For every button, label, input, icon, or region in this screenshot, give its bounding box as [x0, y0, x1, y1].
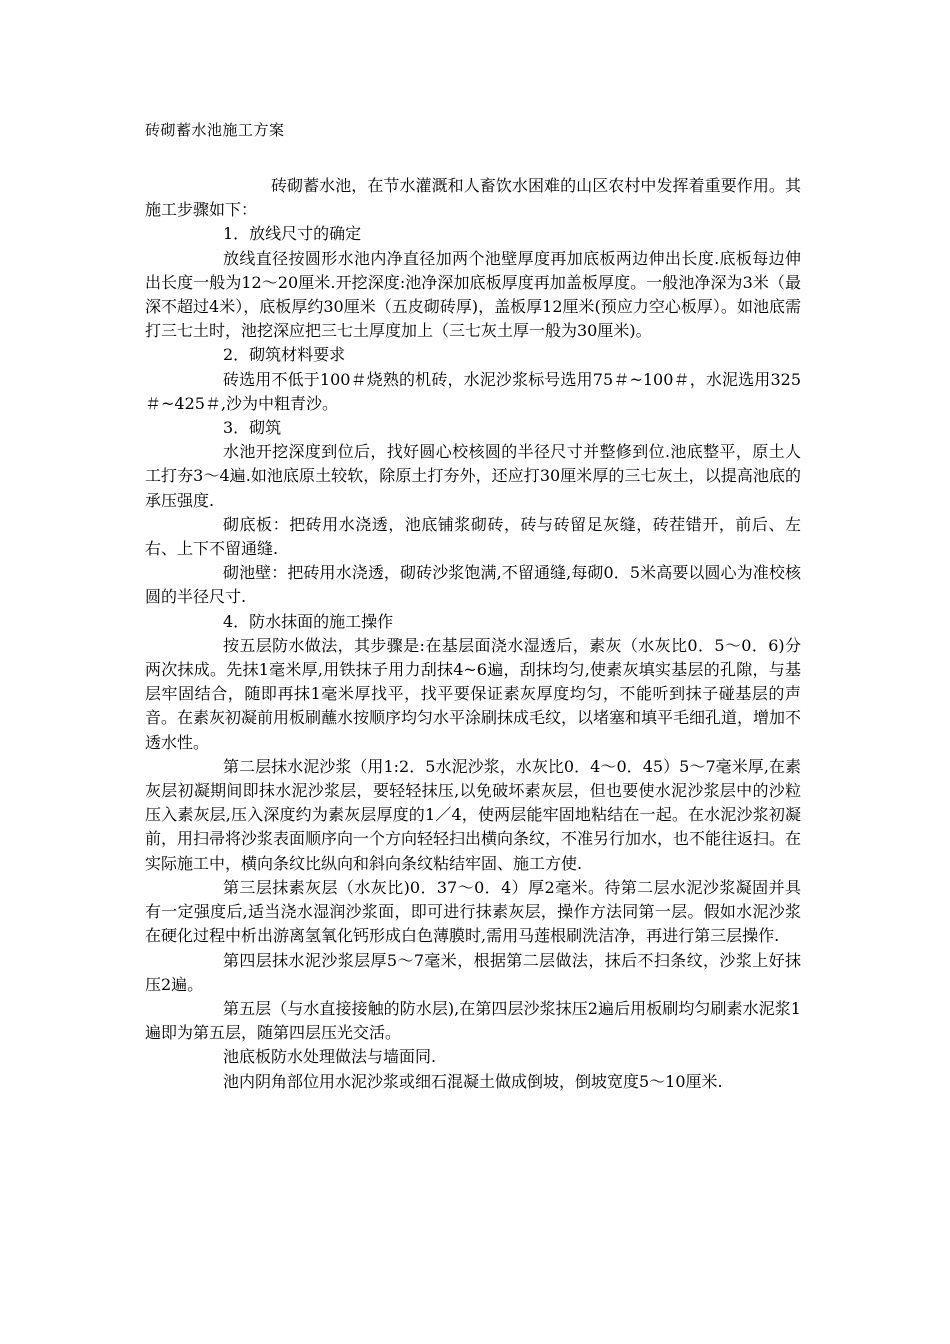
section-heading: 1．放线尺寸的确定 — [223, 224, 362, 244]
body-paragraph: 池底板防水处理做法与墙面同. — [223, 1047, 437, 1067]
body-paragraph: 池内阴角部位用水泥沙浆或细石混凝土做成倒坡，倒坡宽度5～10厘米. — [223, 1071, 723, 1091]
body-paragraph: 砌池壁：把砖用水浇透，砌砖沙浆饱满,不留通缝,每砌0．5米高要以圆心为准校核圆的半径尺寸. — [145, 563, 801, 607]
body-paragraph: 按五层防水做法，其步骤是:在基层面浇水湿透后，素灰（水灰比0．5～0．6)分两次抹成。先抹1毫米厚,用铁抹子用力刮抹4~6遍，刮抹均匀,使素灰填实基层的孔隙，与基层牢固结合，随即再抹1毫米厚找平，找平要保证素灰厚度均匀，不能听到抹子碰基层的声音。在素灰初凝前用板刷蘸水按顺序均匀水平涂刷抹成毛纹，以堵塞和填平毛细孔道，增加不透水性。 — [145, 635, 802, 752]
body-paragraph: 放线直径按圆形水池内净直径加两个池壁厚度再加底板两边伸出长度.底板每边伸出长度一般为12～20厘米.开挖深度:池净深加底板厚度再加盖板厚度。一般池净深为3米（最深不超过4米），底板厚约30厘米（五皮砌砖厚)，盖板厚12厘米(预应力空心板厚）。如池底需打三七土时，池挖深应把三七土厚度加上（三七灰土厚一般为30厘米)。 — [145, 248, 801, 341]
body-paragraph: 第四层抹水泥沙浆层厚5～7毫米，根据第二层做法，抹后不扫条纹，沙浆上好抹压2遍。 — [145, 950, 801, 994]
section-heading: 3．砌筑 — [223, 418, 282, 438]
body-paragraph: 第三层抹素灰层（水灰比)0．37～0．4）厚2毫米。待第二层水泥沙浆凝固并具有一定强度后,适当浇水湿润沙浆面，即可进行抹素灰层，操作方法同第一层。假如水泥沙浆在硬化过程中析出游离氢氧化钙形成白色薄膜时,需用马莲根刷洗洁净，再进行第三层操作. — [145, 877, 801, 946]
body-paragraph: 第二层抹水泥沙浆（用1:2．5水泥沙浆，水灰比0．4～0．45）5～7毫米厚,在素灰层初凝期间即抹水泥沙浆层，要轻轻抹压,以免破坏素灰层，但也要使水泥沙浆层中的沙粒压入素灰层,压入深度约为素灰层厚度的1／4，使两层能牢固地粘结在一起。在水泥沙浆初凝前，用扫帚将沙浆表面顺序向一个方向轻轻扫出横向条纹，不准另行加水，也不能往返扫。在实际施工中，横向条纹比纵向和斜向条纹粘结牢固、施工方使. — [145, 756, 802, 873]
body-paragraph: 砖选用不低于100＃烧熟的机砖，水泥沙浆标号选用75＃~100＃，水泥选用325＃~425＃,沙为中粗青沙。 — [145, 369, 801, 413]
body-paragraph: 砌底板：把砖用水浇透，池底铺浆砌砖，砖与砖留足灰缝，砖茬错开，前后、左右、上下不留通缝. — [145, 514, 801, 559]
section-heading: 4．防水抹面的施工操作 — [223, 611, 394, 631]
section-heading: 2．砌筑材料要求 — [223, 345, 346, 365]
document-body — [145, 174, 801, 1094]
body-paragraph: 第五层（与水直接接触的防水层),在第四层沙浆抹压2遍后用板刷均匀刷素水泥浆1遍即为第五层，随第四层压光交活。 — [145, 998, 801, 1043]
intro-paragraph: 砖砌蓄水池，在节水灌溉和人畜饮水困难的山区农村中发挥着重要作用。其施工步骤如下： — [145, 176, 801, 220]
body-paragraph: 水池开挖深度到位后，找好圆心校核圆的半径尺寸并整修到位.池底整平，原土人工打夯3～4遍.如池底原土较软，除原土打夯外，还应打30厘米厚的三七灰土，以提高池底的承压强度. — [145, 442, 801, 510]
document-title: 砖砌蓄水池施工方案 — [145, 121, 285, 139]
